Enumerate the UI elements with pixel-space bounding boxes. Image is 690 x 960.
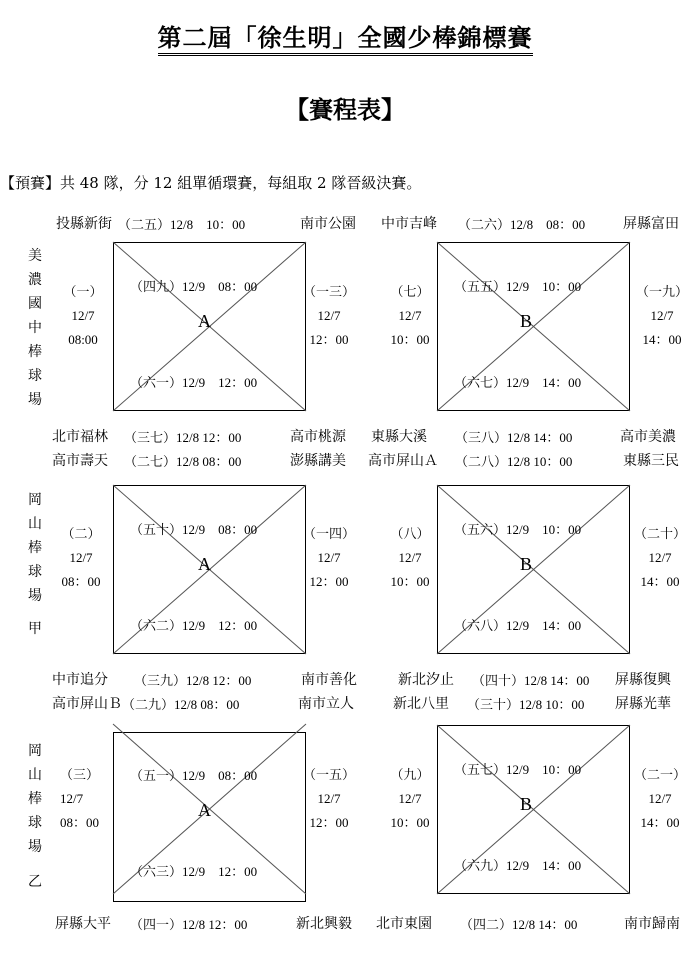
game-date: 12/7 <box>60 791 84 806</box>
team-label: 屏縣大平 <box>55 916 111 932</box>
team-label: 屏縣富田 <box>623 216 679 232</box>
game-time: 12：00 <box>309 574 349 589</box>
game-time: 14：00 <box>642 332 682 347</box>
game-number: （二） <box>61 526 101 541</box>
group-a-left-game <box>58 280 108 352</box>
game-number: （一九） <box>635 284 688 299</box>
team-label: 新北八里 <box>393 696 449 712</box>
game-date: 12/7 <box>317 791 341 806</box>
match-info: （二八）12/8 10：00 <box>455 454 573 469</box>
game-time: 08：00 <box>61 574 101 589</box>
group-a-right-game <box>300 522 358 594</box>
game-number: （七） <box>390 284 430 299</box>
team-label: 屏縣光華 <box>615 696 671 712</box>
game-time: 10：00 <box>390 574 430 589</box>
game-date: 12/7 <box>317 550 341 565</box>
group-b-right-game <box>632 280 690 352</box>
group-a-left-game <box>60 763 112 835</box>
game-number: （二十） <box>633 526 686 541</box>
group-b-left-game <box>383 763 437 835</box>
game-date: 12/7 <box>398 791 422 806</box>
team-label: 東縣大溪 <box>371 429 427 445</box>
game-date: 12/7 <box>69 550 93 565</box>
team-label: 高市桃源 <box>290 429 346 445</box>
game-number: （一三） <box>302 284 355 299</box>
upper-match: （五一）12/9 08：00 <box>130 768 258 783</box>
page-title <box>0 18 690 53</box>
intro-text: 【預賽】共 48 隊，分 12 組單循環賽，每組取 2 隊晉級決賽。 <box>0 174 422 192</box>
match-info: （四十）12/8 14：00 <box>472 673 590 688</box>
venue-suffix: 甲 <box>28 621 42 637</box>
game-date: 12/7 <box>648 550 672 565</box>
lower-match: （六七）12/9 14：00 <box>454 375 582 390</box>
match-info: （二九）12/8 08：00 <box>122 697 240 712</box>
game-date: 12/7 <box>317 308 341 323</box>
group-b-left-game <box>383 280 437 352</box>
group-label: B <box>520 794 533 814</box>
team-label: 高市屏山Ｂ <box>52 696 122 712</box>
group-a-left-game <box>55 522 107 594</box>
page-subtitle: 【賽程表】 <box>285 95 405 124</box>
team-label: 南市善化 <box>301 672 357 688</box>
game-time: 12：00 <box>309 815 349 830</box>
team-label: 高市屏山Ａ <box>368 453 438 469</box>
game-date: 12/7 <box>650 308 674 323</box>
match-info: （二五）12/8 10：00 <box>118 217 246 232</box>
upper-match: （五七）12/9 10：00 <box>454 762 582 777</box>
game-number: （二一） <box>633 767 686 782</box>
group-b-right-game <box>630 522 690 594</box>
group-b-right-game <box>630 763 690 835</box>
match-info: （四一）12/8 12：00 <box>130 917 248 932</box>
match-info: （三九）12/8 12：00 <box>134 673 252 688</box>
group-label: A <box>198 800 211 820</box>
game-number: （一） <box>63 284 103 299</box>
group-b-left-game <box>383 522 437 594</box>
team-label: 中市吉峰 <box>381 216 437 232</box>
team-label: 東縣三民 <box>623 453 679 469</box>
page-title-text: 第二屆「徐生明」全國少棒錦標賽 <box>158 23 533 56</box>
game-date: 12/7 <box>398 550 422 565</box>
team-label: 北市東園 <box>376 916 432 932</box>
group-label: B <box>520 311 533 331</box>
group-label: A <box>198 554 211 574</box>
game-number: （八） <box>390 526 430 541</box>
team-label: 新北汐止 <box>398 672 454 688</box>
match-info: （三七）12/8 12：00 <box>124 430 242 445</box>
venue-suffix: 乙 <box>28 874 42 890</box>
game-time: 08：00 <box>60 815 100 830</box>
team-label: 南市立人 <box>298 696 354 712</box>
match-info: （二七）12/8 08：00 <box>124 454 242 469</box>
game-date: 12/7 <box>71 308 95 323</box>
group-label: A <box>198 311 211 331</box>
game-time: 12：00 <box>309 332 349 347</box>
team-label: 北市福林 <box>52 429 108 445</box>
lower-match: （六三）12/9 12：00 <box>130 864 258 879</box>
game-time: 14：00 <box>640 574 680 589</box>
lower-match: （六二）12/9 12：00 <box>130 618 258 633</box>
team-label: 新北興毅 <box>296 916 352 932</box>
team-label: 高市美濃 <box>620 429 676 445</box>
lower-match: （六一）12/9 12：00 <box>130 375 258 390</box>
venue-label: 美濃國中棒球場 <box>28 248 42 408</box>
lower-match: （六八）12/9 14：00 <box>454 618 582 633</box>
team-label: 中市追分 <box>52 672 108 688</box>
game-number: （一五） <box>302 767 355 782</box>
venue-label: 岡山棒球場 <box>28 743 42 855</box>
match-info: （四二）12/8 14：00 <box>460 917 578 932</box>
team-label: 南市公園 <box>300 216 356 232</box>
upper-match: （五六）12/9 10：00 <box>454 522 582 537</box>
game-time: 08:00 <box>68 332 98 347</box>
group-a-right-game <box>300 280 358 352</box>
game-number: （九） <box>390 767 430 782</box>
team-label: 南市歸南 <box>624 916 680 932</box>
upper-match: （五十）12/9 08：00 <box>130 522 258 537</box>
match-info: （二六）12/8 08：00 <box>458 217 586 232</box>
game-time: 10：00 <box>390 815 430 830</box>
upper-match: （五五）12/9 10：00 <box>454 279 582 294</box>
game-number: （一四） <box>302 526 355 541</box>
game-number: （三） <box>60 767 100 782</box>
venue-label: 岡山棒球場 <box>28 492 42 604</box>
game-date: 12/7 <box>398 308 422 323</box>
game-time: 10：00 <box>390 332 430 347</box>
match-info: （三十）12/8 10：00 <box>467 697 585 712</box>
team-label: 澎縣講美 <box>290 453 346 469</box>
team-label: 投縣新街 <box>56 216 112 232</box>
upper-match: （四九）12/9 08：00 <box>130 279 258 294</box>
group-a-right-game <box>300 763 358 835</box>
group-label: B <box>520 554 533 574</box>
game-date: 12/7 <box>648 791 672 806</box>
team-label: 高市壽天 <box>52 453 108 469</box>
team-label: 屏縣復興 <box>615 672 671 688</box>
lower-match: （六九）12/9 14：00 <box>454 858 582 873</box>
match-info: （三八）12/8 14：00 <box>455 430 573 445</box>
game-time: 14：00 <box>640 815 680 830</box>
